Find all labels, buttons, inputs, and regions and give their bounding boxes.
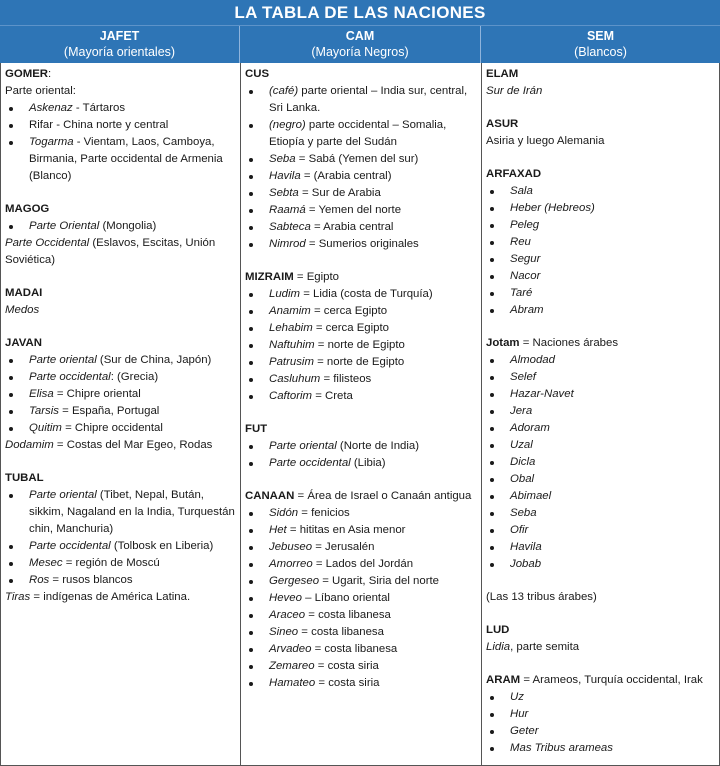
nation-name: Raamá <box>269 204 306 216</box>
section-heading <box>486 116 715 133</box>
text-line <box>486 83 715 100</box>
nation-name: Almodad <box>510 354 555 366</box>
list-item <box>5 538 236 555</box>
column-subtitle: (Blancos) <box>574 45 627 59</box>
nation-description: = Ugarit, Siria del norte <box>319 575 440 587</box>
nation-description: = indígenas de América Latina. <box>30 591 191 603</box>
heading-name: GOMER <box>5 68 49 80</box>
list-item <box>486 285 715 302</box>
heading-description: = Naciones árabes <box>519 337 619 349</box>
section-heading <box>486 335 715 352</box>
nation-name: (café) <box>269 85 299 97</box>
nation-name: Het <box>269 524 287 536</box>
section-heading <box>486 672 715 689</box>
list-item <box>486 352 715 369</box>
nation-description: = (Arabia central) <box>300 170 392 182</box>
list-item <box>245 371 477 388</box>
nation-description: = fenicios <box>298 507 350 519</box>
list-item <box>486 200 715 217</box>
list-item <box>245 539 477 556</box>
list-item <box>486 437 715 454</box>
list-item <box>486 369 715 386</box>
list-item <box>245 455 477 472</box>
bullet-list <box>245 505 477 692</box>
list-item <box>245 337 477 354</box>
nation-name: Nimrod <box>269 238 306 250</box>
column-sem <box>481 63 720 766</box>
bullet-list <box>245 438 477 472</box>
list-item <box>245 83 477 117</box>
nation-description: = costa libanesa <box>298 626 384 638</box>
list-item <box>486 454 715 471</box>
nation-name: Patrusim <box>269 356 314 368</box>
bullet-list <box>5 218 236 235</box>
section <box>245 269 477 405</box>
nation-name: Reu <box>510 236 531 248</box>
nation-name: Lehabim <box>269 322 313 334</box>
heading-name: LUD <box>486 624 510 636</box>
list-item <box>245 438 477 455</box>
section-heading <box>245 269 477 286</box>
heading-name: CUS <box>245 68 270 80</box>
nation-name: Hazar-Navet <box>510 388 574 400</box>
list-item <box>5 487 236 538</box>
list-item <box>486 723 715 740</box>
heading-name: CANAAN <box>245 490 295 502</box>
nation-name: Parte occidental <box>269 457 351 469</box>
nation-name: Tarsis <box>29 405 59 417</box>
list-item <box>5 369 236 386</box>
column-name: JAFET <box>99 29 140 43</box>
section <box>486 66 715 100</box>
list-item <box>245 303 477 320</box>
section <box>5 285 236 319</box>
nation-name: Jera <box>510 405 533 417</box>
text-line <box>486 133 715 150</box>
nation-description: Asiria y luego Alemania <box>486 135 605 147</box>
nation-name: Zemareo <box>269 660 315 672</box>
nation-name: Jebuseo <box>269 541 313 553</box>
list-item <box>245 168 477 185</box>
text-line <box>486 589 715 606</box>
nation-description: = Costas del Mar Egeo, Rodas <box>53 439 213 451</box>
nation-name: Gergeseo <box>269 575 320 587</box>
section-heading <box>245 488 477 505</box>
heading-name: MIZRAIM <box>245 271 294 283</box>
nation-name: Jobab <box>510 558 542 570</box>
nation-description: = hititas en Asia menor <box>286 524 406 536</box>
section <box>486 335 715 573</box>
section <box>245 488 477 692</box>
section <box>486 672 715 757</box>
nation-name: Mas Tribus arameas <box>510 742 613 754</box>
nation-description: = norte de Egipto <box>314 339 405 351</box>
heading-name: JAVAN <box>5 337 42 349</box>
section-heading <box>5 470 236 487</box>
nation-name: Askenaz <box>29 102 73 114</box>
list-item <box>486 234 715 251</box>
list-item <box>245 624 477 641</box>
list-item <box>5 555 236 572</box>
nation-name: Amorreo <box>269 558 313 570</box>
list-item <box>486 539 715 556</box>
list-item <box>486 302 715 319</box>
column-name: CAM <box>345 29 375 43</box>
nation-name: Parte oriental <box>29 489 97 501</box>
list-item <box>5 572 236 589</box>
list-item <box>486 488 715 505</box>
list-item <box>245 658 477 675</box>
nation-description: - Vientam, Laos, Camboya, Birmania, Parte occidental de Armenia (Blanco) <box>29 136 223 182</box>
list-item <box>486 471 715 488</box>
section <box>5 470 236 606</box>
section <box>245 421 477 472</box>
nation-name: Casluhum <box>269 373 321 385</box>
list-item <box>245 556 477 573</box>
section-heading <box>245 66 477 83</box>
list-item <box>245 219 477 236</box>
list-item <box>486 556 715 573</box>
list-item <box>486 251 715 268</box>
nation-name: Parte oriental <box>269 440 337 452</box>
text-line <box>486 639 715 656</box>
nation-description: = Sabá (Yemen del sur) <box>295 153 419 165</box>
list-item <box>245 388 477 405</box>
nation-name: Heveo <box>269 592 302 604</box>
bullet-list <box>245 83 477 253</box>
nation-name: Abram <box>510 304 544 316</box>
nation-name: Caftorim <box>269 390 313 402</box>
list-item <box>245 236 477 253</box>
section <box>245 66 477 253</box>
heading-name: ARFAXAD <box>486 168 542 180</box>
nation-description: (Eslavos, Escitas, Unión Soviética) <box>5 237 216 266</box>
list-item <box>5 100 236 117</box>
nation-description: = Lidia (costa de Turquía) <box>300 288 433 300</box>
list-item <box>486 386 715 403</box>
nation-name: Medos <box>5 304 40 316</box>
nation-description: = costa libanesa <box>305 609 391 621</box>
list-item <box>245 117 477 151</box>
heading-description: = Área de Israel o Canaán antigua <box>294 490 472 502</box>
list-item <box>486 420 715 437</box>
section-heading <box>5 285 236 302</box>
list-item <box>245 354 477 371</box>
nation-name: Taré <box>510 287 533 299</box>
nation-name: Segur <box>510 253 541 265</box>
nation-name: Naftuhim <box>269 339 315 351</box>
section-heading <box>245 421 477 438</box>
bullet-list <box>245 286 477 405</box>
text-line <box>5 83 236 100</box>
heading-name: MAGOG <box>5 203 50 215</box>
bullet-list <box>5 352 236 437</box>
list-item <box>486 706 715 723</box>
list-item <box>486 217 715 234</box>
column-subtitle: (Mayoría orientales) <box>63 45 176 59</box>
list-item <box>5 420 236 437</box>
list-item <box>5 386 236 403</box>
section <box>486 116 715 150</box>
heading-name: MADAI <box>5 287 43 299</box>
nation-name: Geter <box>510 725 539 737</box>
nation-description: = filisteos <box>320 373 372 385</box>
list-item <box>245 320 477 337</box>
nation-name: Arvadeo <box>269 643 312 655</box>
heading-name: ASUR <box>486 118 519 130</box>
nation-name: Obal <box>510 473 535 485</box>
nation-name: Nacor <box>510 270 541 282</box>
nation-description: = cerca Egipto <box>312 322 390 334</box>
nation-description: = Chipre oriental <box>53 388 141 400</box>
list-item <box>5 218 236 235</box>
nation-name: (negro) <box>269 119 306 131</box>
nation-name: Dodamim <box>5 439 54 451</box>
nation-name: Lidia <box>486 641 511 653</box>
list-item <box>245 202 477 219</box>
nation-description: (Libia) <box>350 457 386 469</box>
nation-description: (Norte de India) <box>336 440 420 452</box>
nation-name: Parte oriental <box>29 354 97 366</box>
column-subtitle: (Mayoría Negros) <box>311 45 409 59</box>
nation-name: Sur de Irán <box>486 85 543 97</box>
nation-name: Havila <box>510 541 542 553</box>
nation-description: (Tibet, Nepal, Bután, sikkim, Nagaland en la India, Turquestán chin, Manchuria) <box>29 489 235 535</box>
nation-description: (Mongolia) <box>99 220 157 232</box>
column-header-jafet <box>0 26 240 63</box>
nation-description: (Tolbosk en Liberia) <box>110 540 214 552</box>
heading-name: FUT <box>245 423 268 435</box>
section-heading <box>5 66 236 83</box>
column-name: SEM <box>586 29 615 43</box>
nation-description: = Sur de Arabia <box>298 187 381 199</box>
nation-name: Selef <box>510 371 536 383</box>
section <box>486 589 715 606</box>
text-line <box>5 235 236 269</box>
nation-description: = Jerusalén <box>312 541 375 553</box>
nation-name: Uz <box>510 691 524 703</box>
nation-name: Ros <box>29 574 50 586</box>
nation-name: Quitim <box>29 422 62 434</box>
list-item <box>245 286 477 303</box>
nation-name: Uzal <box>510 439 533 451</box>
nation-name: Togarma <box>29 136 74 148</box>
bullet-list <box>486 352 715 573</box>
nation-name: Parte Oriental <box>29 220 100 232</box>
nation-name: Peleg <box>510 219 540 231</box>
nation-name: Mesec <box>29 557 63 569</box>
nation-description: parte occidental – Somalia, Etiopía y parte del Sudán <box>269 119 447 148</box>
text-line <box>5 437 236 454</box>
heading-name: ELAM <box>486 68 519 80</box>
nation-name: Hamateo <box>269 677 316 689</box>
nation-name: Havila <box>269 170 301 182</box>
bullet-list <box>5 487 236 589</box>
list-item <box>245 607 477 624</box>
section-heading <box>486 66 715 83</box>
heading-description: : <box>48 68 52 80</box>
nation-description: = costa libanesa <box>311 643 398 655</box>
nation-description: = cerca Egipto <box>310 305 388 317</box>
nation-name: Sidón <box>269 507 299 519</box>
column-cam <box>240 63 481 766</box>
list-item <box>245 590 477 607</box>
bullet-list <box>5 100 236 185</box>
nation-description: = norte de Egipto <box>313 356 405 368</box>
list-item <box>486 183 715 200</box>
line-text: Parte oriental: <box>5 85 76 97</box>
nation-name: Ludim <box>269 288 301 300</box>
section-heading <box>486 622 715 639</box>
page-title: LA TABLA DE LAS NACIONES <box>0 0 720 25</box>
nation-name: Seba <box>510 507 537 519</box>
list-item <box>486 403 715 420</box>
table-header <box>0 25 720 63</box>
nation-description: = Lados del Jordán <box>312 558 414 570</box>
list-item <box>486 740 715 757</box>
column-header-cam <box>240 26 481 63</box>
list-item <box>245 505 477 522</box>
list-item <box>5 352 236 369</box>
nation-description: = Sumerios originales <box>305 238 419 250</box>
section-heading <box>5 201 236 218</box>
bullet-list <box>486 183 715 319</box>
list-item <box>5 134 236 185</box>
nation-description: = Arabia central <box>310 221 394 233</box>
nation-name: Sala <box>510 185 533 197</box>
nation-name: Elisa <box>29 388 54 400</box>
nation-description: = rusos blancos <box>49 574 133 586</box>
nation-name: Parte occidental <box>29 540 111 552</box>
nation-name: Parte Occidental <box>5 237 90 249</box>
section <box>486 622 715 656</box>
nation-description: Rifar - China norte y central <box>29 119 169 131</box>
list-item <box>245 641 477 658</box>
nation-description: = costa siria <box>314 660 379 672</box>
nation-description: = Yemen del norte <box>305 204 402 216</box>
nation-description: , parte semita <box>510 641 580 653</box>
heading-name: TUBAL <box>5 472 44 484</box>
heading-description: = Arameos, Turquía occidental, Irak <box>520 674 703 686</box>
column-jafet <box>0 63 240 766</box>
nation-name: Anamim <box>269 305 311 317</box>
nation-name: Tiras <box>5 591 31 603</box>
nation-name: Araceo <box>269 609 306 621</box>
nation-name: Dicla <box>510 456 536 468</box>
list-item <box>245 522 477 539</box>
heading-description: = Egipto <box>293 271 339 283</box>
nation-description: - Tártaros <box>72 102 126 114</box>
list-item <box>245 573 477 590</box>
list-item <box>245 185 477 202</box>
nation-description: – Líbano oriental <box>301 592 390 604</box>
section-heading <box>486 166 715 183</box>
section-heading <box>5 335 236 352</box>
list-item <box>245 675 477 692</box>
section <box>486 166 715 319</box>
nation-name: Ofir <box>510 524 529 536</box>
text-line <box>5 302 236 319</box>
nation-name: Sineo <box>269 626 299 638</box>
nation-name: Sebta <box>269 187 299 199</box>
section <box>5 66 236 185</box>
list-item <box>486 522 715 539</box>
nation-name: Parte occidental <box>29 371 111 383</box>
list-item <box>486 505 715 522</box>
nation-name: Sabteca <box>269 221 311 233</box>
table-body <box>0 63 720 766</box>
nation-description: (Sur de China, Japón) <box>96 354 212 366</box>
nation-description: = Creta <box>312 390 353 402</box>
nation-description: : (Grecia) <box>110 371 159 383</box>
list-item <box>486 689 715 706</box>
heading-name: ARAM <box>486 674 521 686</box>
column-header-sem <box>481 26 720 63</box>
nation-name: Heber (Hebreos) <box>510 202 595 214</box>
section <box>5 201 236 269</box>
nation-description: parte oriental – India sur, central, Sri Lanka. <box>269 85 468 114</box>
list-item <box>245 151 477 168</box>
bullet-list <box>486 689 715 757</box>
nation-name: Seba <box>269 153 296 165</box>
nation-description: = Chipre occidental <box>61 422 163 434</box>
list-item <box>5 117 236 134</box>
nation-name: Adoram <box>510 422 550 434</box>
nation-description: = costa siria <box>315 677 380 689</box>
section <box>5 335 236 454</box>
heading-name: Jotam <box>486 337 520 349</box>
nation-name: Abimael <box>510 490 552 502</box>
nation-description: = España, Portugal <box>58 405 160 417</box>
list-item <box>486 268 715 285</box>
nation-name: Hur <box>510 708 529 720</box>
list-item <box>5 403 236 420</box>
nation-description: (Las 13 tribus árabes) <box>486 591 597 603</box>
text-line <box>5 589 236 606</box>
nation-description: = región de Moscú <box>62 557 160 569</box>
